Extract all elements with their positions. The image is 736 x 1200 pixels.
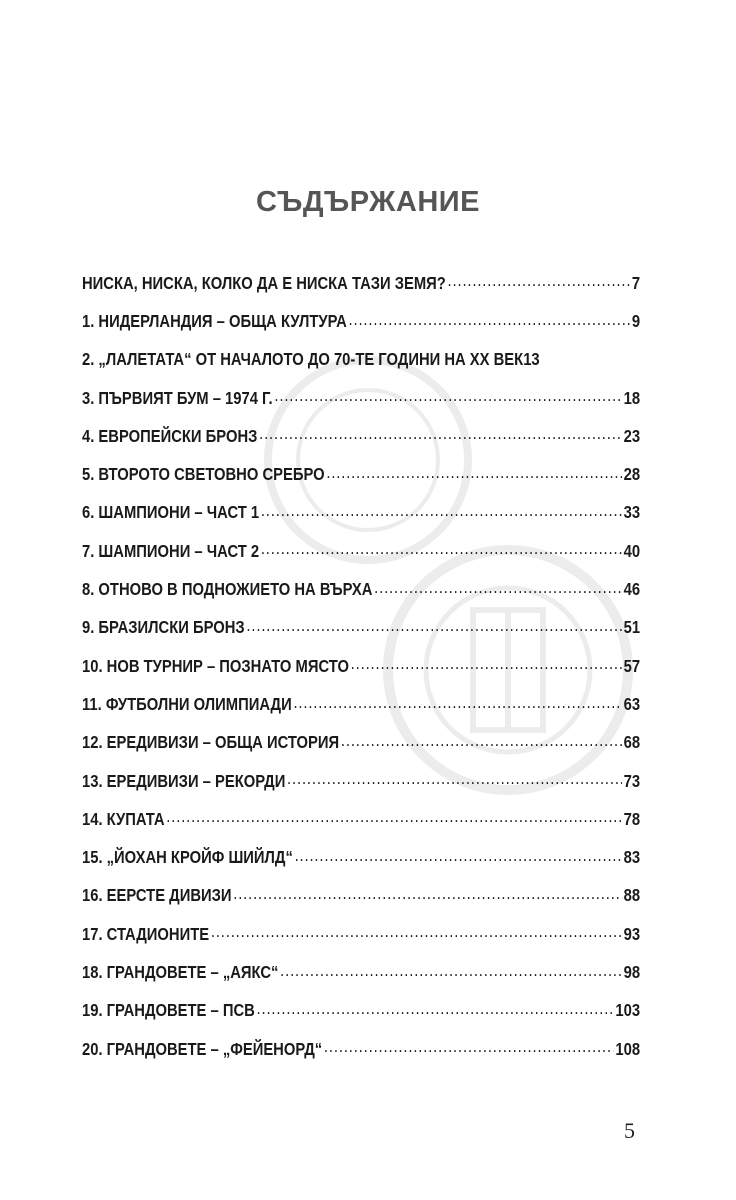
toc-dot-leader — [257, 998, 614, 1019]
toc-dot-leader — [351, 653, 622, 674]
toc-entry — [82, 570, 640, 608]
toc-entry-title: 9. БРАЗИЛСКИ БРОНЗ — [82, 617, 245, 638]
toc-dot-leader — [211, 921, 622, 942]
toc-entry-title: 14. КУПАТА — [82, 808, 165, 829]
toc-dot-leader — [374, 577, 622, 598]
toc-dot-leader — [349, 309, 631, 330]
page-title: СЪДЪРЖАНИЕ — [256, 186, 480, 218]
toc-entry-title: 15. „ЙОХАН КРОЙФ ШИЙЛД“ — [82, 847, 293, 868]
toc-entry-title: 5. ВТОРОТО СВЕТОВНО СРЕБРО — [82, 464, 325, 485]
toc-entry — [82, 800, 640, 838]
toc-dot-leader — [246, 615, 622, 636]
toc-dot-leader — [293, 692, 621, 713]
toc-entry-page: 13 — [523, 349, 540, 370]
toc-entry — [82, 609, 640, 647]
toc-dot-leader — [274, 385, 622, 406]
toc-entry — [82, 417, 640, 455]
toc-dot-leader — [341, 730, 622, 751]
toc-entry-title: 2. „ЛАЛЕТАТА“ ОТ НАЧАЛОТО ДО 70-ТЕ ГОДИНИ НА XX ВЕК — [82, 349, 524, 370]
toc-dot-leader — [326, 462, 622, 483]
toc-entry-title: 4. ЕВРОПЕЙСКИ БРОНЗ — [82, 425, 258, 446]
toc-entry-title: 1. НИДЕРЛАНДИЯ – ОБЩА КУЛТУРА — [82, 310, 347, 331]
toc-entry-page: 103 — [615, 1000, 641, 1021]
toc-entry-title: 19. ГРАНДОВЕТЕ – ПСВ — [82, 1000, 255, 1021]
toc-entry-title: 11. ФУТБОЛНИ ОЛИМПИАДИ — [82, 693, 292, 714]
toc-entry-title: НИСКА, НИСКА, КОЛКО ДА Е НИСКА ТАЗИ ЗЕМЯ? — [82, 272, 446, 293]
toc-dot-leader — [259, 423, 622, 444]
toc-dot-leader — [166, 806, 622, 827]
toc-dot-leader — [324, 1036, 614, 1057]
toc-entry — [82, 953, 640, 991]
toc-entry-title: 10. НОВ ТУРНИР – ПОЗНАТО МЯСТО — [82, 655, 349, 676]
toc-entry — [82, 762, 640, 800]
toc-dot-leader — [295, 845, 622, 866]
toc-entry — [82, 685, 640, 723]
toc-entry — [82, 647, 640, 685]
toc-entry-title: 20. ГРАНДОВЕТЕ – „ФЕЙЕНОРД“ — [82, 1038, 323, 1059]
toc-entry-page: 46 — [623, 579, 641, 600]
toc-entry-page: 68 — [623, 732, 641, 753]
toc-entry-page: 23 — [623, 425, 641, 446]
toc-dot-leader — [233, 883, 622, 904]
toc-entry-title: 17. СТАДИОНИТЕ — [82, 923, 210, 944]
toc-entry-page: 63 — [623, 693, 641, 714]
toc-entry-page: 9 — [631, 310, 641, 331]
toc-dot-leader — [261, 500, 622, 521]
toc-dot-leader — [287, 768, 622, 789]
toc-entry — [82, 455, 640, 493]
toc-entry-page: 40 — [623, 540, 641, 561]
toc-entry — [82, 838, 640, 876]
toc-entry-title: 8. ОТНОВО В ПОДНОЖИЕТО НА ВЪРХА — [82, 579, 373, 600]
toc-entry-page: 57 — [623, 655, 641, 676]
toc-dot-leader — [261, 538, 622, 559]
toc-entry — [82, 264, 640, 302]
toc-entry-page: 33 — [623, 502, 641, 523]
toc-entry — [82, 877, 640, 915]
toc-entry-title: 13. ЕРЕДИВИЗИ – РЕКОРДИ — [82, 770, 286, 791]
toc-entry-title: 16. ЕЕРСТЕ ДИВИЗИ — [82, 885, 232, 906]
toc-entry-page: 83 — [623, 847, 641, 868]
toc-entry — [82, 379, 640, 417]
toc-entry-page: 78 — [623, 808, 641, 829]
toc-entry-title: 6. ШАМПИОНИ – ЧАСТ 1 — [82, 502, 260, 523]
toc-entry — [82, 302, 640, 340]
toc-entry-page: 51 — [623, 617, 641, 638]
toc-entry-page: 18 — [623, 387, 641, 408]
toc-entry-title: 3. ПЪРВИЯТ БУМ – 1974 Г. — [82, 387, 273, 408]
toc-entry — [82, 494, 640, 532]
page-number: 5 — [624, 1118, 635, 1143]
toc-entry-page: 93 — [623, 923, 641, 944]
toc-entry-title: 7. ШАМПИОНИ – ЧАСТ 2 — [82, 540, 260, 561]
toc-entry-page: 88 — [623, 885, 641, 906]
toc-dot-leader — [448, 270, 631, 291]
toc-entry — [82, 1030, 640, 1068]
toc-entry-page: 108 — [615, 1038, 641, 1059]
toc-entry — [82, 992, 640, 1030]
toc-entry-page: 98 — [623, 961, 641, 982]
toc-dot-leader — [280, 960, 622, 981]
toc-entry — [82, 532, 640, 570]
toc-entry-title: 18. ГРАНДОВЕТЕ – „АЯКС“ — [82, 961, 279, 982]
table-of-contents — [82, 264, 640, 1068]
toc-entry-page: 7 — [631, 272, 641, 293]
toc-entry — [82, 915, 640, 953]
toc-entry — [82, 724, 640, 762]
toc-entry — [82, 341, 640, 379]
toc-entry-page: 73 — [623, 770, 641, 791]
toc-entry-page: 28 — [623, 464, 641, 485]
toc-entry-title: 12. ЕРЕДИВИЗИ – ОБЩА ИСТОРИЯ — [82, 732, 340, 753]
